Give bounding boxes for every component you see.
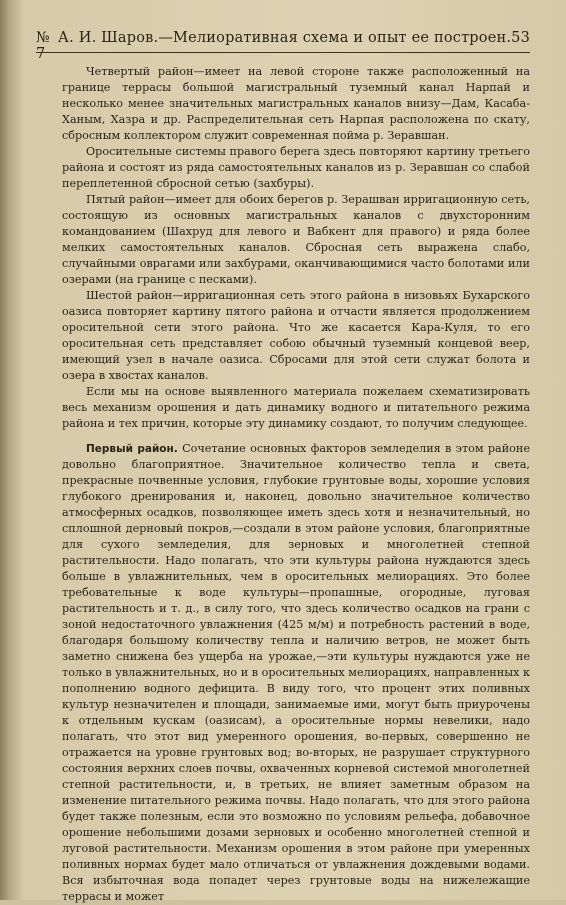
paragraph-district-6: Шестой район—ирригационная сеть этого района в низовьях Бухарского оазиса повторяет картину пятого района и отчасти является продолжением оросительной сети этого района. Что же касается Кара-Куля, то его оросительная сеть представляет собою обычный туземный концевой веер, имеющий узел в начале оазиса. Сбросами для этой сети служат болота и озера в хвостах каналов.: [62, 289, 530, 382]
paragraph-right-bank: Оросительные системы правого берега здесь повторяют картину третьего района и состоят из ряда самостоятельных каналов из р. Зеравшан со слабой переплетенной сбросной сетью (захбуры).: [62, 145, 530, 190]
paragraph-district-1: [62, 441, 530, 905]
issue-number: № 7: [36, 30, 50, 62]
paragraph-summary: Если мы на основе выявленного материала пожелаем схематизировать весь механизм орошения и дать динамику водного и питательного режима района и тех причин, которые эту динамику создают, то получим следующее.: [62, 385, 530, 430]
section-text: Сочетание основных факторов земледелия в этом районе довольно благоприятное. Значительное количество тепла и света, прекрасные почвенные условия, глубокие грунтовые воды, хорошие условия глубокого дренирования и, наконец, довольно значительное количество атмосферных осадков, позволяющее иметь здесь хотя и незначительный, но сплошной дерновый покров,—создали в этом районе условия, благоприятные для сухого земледелия, для зерновых и многолетней степной растительности. Надо полагать, что эти культуры района нуждаются здесь больше в увлажнительных, чем в оросительных мелиорациях. Это более требовательные к воде культуры—пропашные, огородные, луговая растительность и т. д., в силу того, что здесь количество осадков на грани с зоной недостаточного увлажнения (425 м/м) и потребность растений в воде, благодаря большому количеству тепла и наличию ветров, не может быть заметно снижена без ущерба на урожае,—эти культуры нуждаются уже не только в увлажнительных, но и в оросительных мелиорациях, направленных к пополнению водного дефицита. В виду того, что процент этих поливных культур незначителен и площади, занимаемые ими, могут быть приурочены к отдельным кускам (оазисам), а оросительные нормы невелики, надо полагать, что этот вид умеренного орошения, во-первых, совершенно не отражается на уровне грунтовых вод; во-вторых, не разрушает структурного состояния верхних слоев почвы, охваченных корневой системой многолетней степной растительности, и, в третьих, не влияет заметным образом на изменение питательного режима почвы. Надо полагать, что для этого района будет также полезным, если это возможно по условиям рельефа, добавочное орошение небольшими дозами зерновых и особенно многолетней степной и луговой растительности. Механизм орошения в этом районе при умеренных поливных нормах будет мало отличаться от увлажнения дождевыми водами. Вся избыточная вода попадет через грунтовые воды на нижележащие террасы и может: [62, 442, 530, 903]
running-header: [36, 30, 530, 62]
paragraph-district-4: Четвертый район—имеет на левой стороне также расположенный на границе террасы большой магистральный туземный канал Нарпай и несколько менее значительных магистральных каналов внизу—Дам, Касаба-Ханым, Хазра и др. Распределительная сеть Нарпая расположена по скату, сбросным коллектором служит современная пойма р. Зеравшан.: [62, 65, 530, 142]
header-rule: [36, 52, 530, 53]
running-title: А. И. Шаров.—Мелиоративная схема и опыт ее построен.: [57, 30, 512, 46]
paragraph-district-5: Пятый район—имеет для обоих берегов р. Зерашван ирригационную сеть, состоящую из основных магистральных каналов с двухсторонним командованием (Шахруд для левого и Вабкент для правого) и ряда более мелких самостоятельных каналов. Сбросная сеть выражена слабо, случайными оврагами или захбурами, оканчивающимися часто болотами или озерами (на границе с песками).: [62, 193, 530, 286]
page-number: 53: [511, 30, 531, 46]
section-heading: Первый район.: [86, 443, 178, 455]
body-text: [62, 64, 530, 905]
